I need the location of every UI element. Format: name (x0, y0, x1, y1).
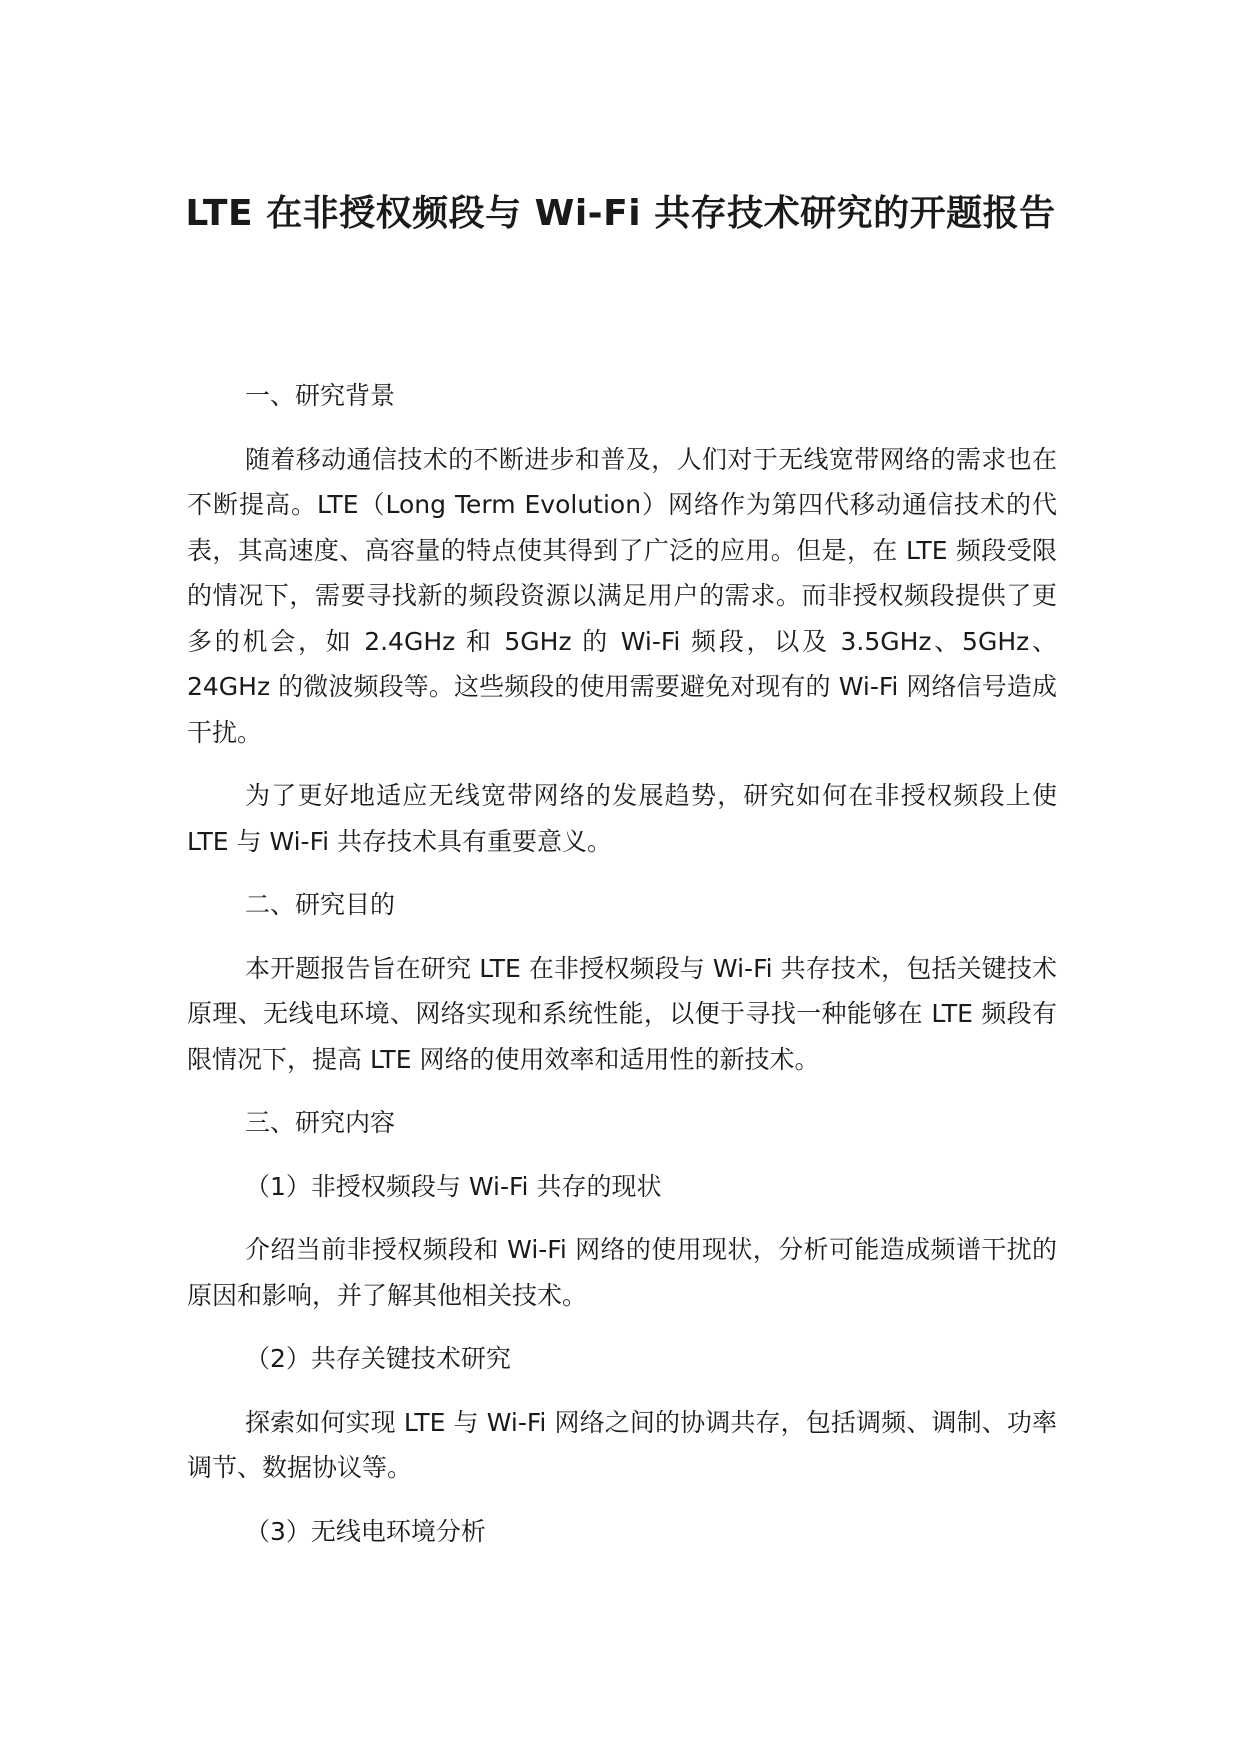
background-paragraph-1: 随着移动通信技术的不断进步和普及，人们对于无线宽带网络的需求也在不断提高。LTE（Long Term Evolution）网络作为第四代移动通信技术的代表，其高速度、高容量的特点使其得到了广泛的应用。但是，在 LTE 频段受限的情况下，需要寻找新的频段资源以满足用户的需求。而非授权频段提供了更多的机会，如 2.4GHz 和 5GHz 的 Wi-Fi 频段，以及 3.5GHz、5GHz、24GHz 的微波频段等。这些频段的使用需要避免对现有的 Wi-Fi 网络信号造成干扰。 (187, 444, 1057, 747)
section-heading-content: 三、研究内容 (245, 1108, 396, 1137)
background-paragraph-2: 为了更好地适应无线宽带网络的发展趋势，研究如何在非授权频段上使 LTE 与 Wi-Fi 共存技术具有重要意义。 (187, 781, 1057, 856)
subsection-heading-key-tech: （2）共存关键技术研究 (245, 1344, 511, 1373)
key-tech-paragraph: 探索如何实现 LTE 与 Wi-Fi 网络之间的协调共存，包括调频、调制、功率调节、数据协议等。 (187, 1407, 1057, 1482)
section-heading-purpose: 二、研究目的 (245, 890, 396, 919)
section-heading-background: 一、研究背景 (245, 381, 396, 410)
document-body (187, 373, 1057, 1572)
status-paragraph: 介绍当前非授权频段和 Wi-Fi 网络的使用现状，分析可能造成频谱干扰的原因和影响，并了解其他相关技术。 (187, 1235, 1057, 1310)
purpose-paragraph: 本开题报告旨在研究 LTE 在非授权频段与 Wi-Fi 共存技术，包括关键技术原理、无线电环境、网络实现和系统性能，以便于寻找一种能够在 LTE 频段有限情况下，提高 LTE 网络的使用效率和适用性的新技术。 (187, 953, 1057, 1074)
document-title: LTE 在非授权频段与 Wi-Fi 共存技术研究的开题报告 (185, 193, 1056, 234)
subsection-heading-radio-env: （3）无线电环境分析 (245, 1516, 486, 1546)
subsection-heading-status: （1）非授权频段与 Wi-Fi 共存的现状 (245, 1171, 662, 1201)
